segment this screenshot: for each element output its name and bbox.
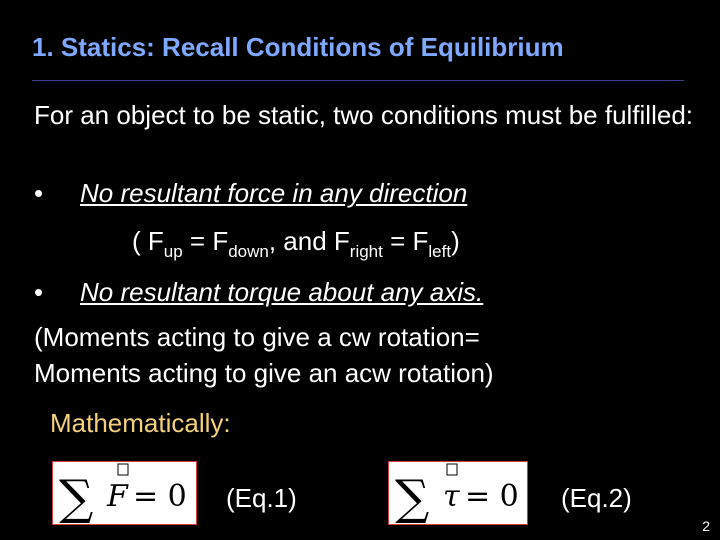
eq-and: , and F [268,226,350,256]
eq-equals-2: = F [382,226,429,256]
equation-2-box [388,461,528,525]
slide-number: 2 [702,518,710,534]
sum-force-formula [53,462,195,523]
placeholder-marker-icon [447,464,457,475]
slide-title: 1. Statics: Recall Conditions of Equilibrium [32,32,564,62]
eq2-tag: (Eq.2) [561,483,632,513]
sub-down: down [228,242,269,261]
mathematically-label: Mathematically: [50,408,231,438]
moments-note: (Moments acting to give a cw rotation= Moments acting to give an acw rotation) [34,322,494,388]
eq-equals-1: = F [182,226,229,256]
bullet-dot: • [34,178,44,208]
eq-close: ) [451,226,460,256]
sub-up: up [163,242,183,261]
eq1-rhs: = 0 [133,479,187,514]
eq1-tag: (Eq.1) [226,483,297,513]
eq2-rhs: = 0 [465,479,519,514]
sigma-symbol: ∑ [59,470,94,523]
equation-1-box [52,461,197,525]
intro-text: For an object to be static, two conditions must be fulfilled: [34,100,694,130]
eq1-symbol: F [107,479,128,514]
bullet-dot: • [34,277,44,307]
eq-open: ( F [132,226,164,256]
force-balance-equation [132,226,460,262]
sub-left: left [428,242,452,261]
bullet-force-text: No resultant force in any direction [80,178,468,208]
placeholder-marker-icon [118,464,128,475]
title-divider [32,80,684,81]
sub-right: right [349,242,383,261]
sigma-symbol: ∑ [395,470,430,523]
sum-torque-formula [389,462,526,523]
eq2-symbol: τ [443,479,460,514]
bullet-torque-text: No resultant torque about any axis. [80,277,484,307]
